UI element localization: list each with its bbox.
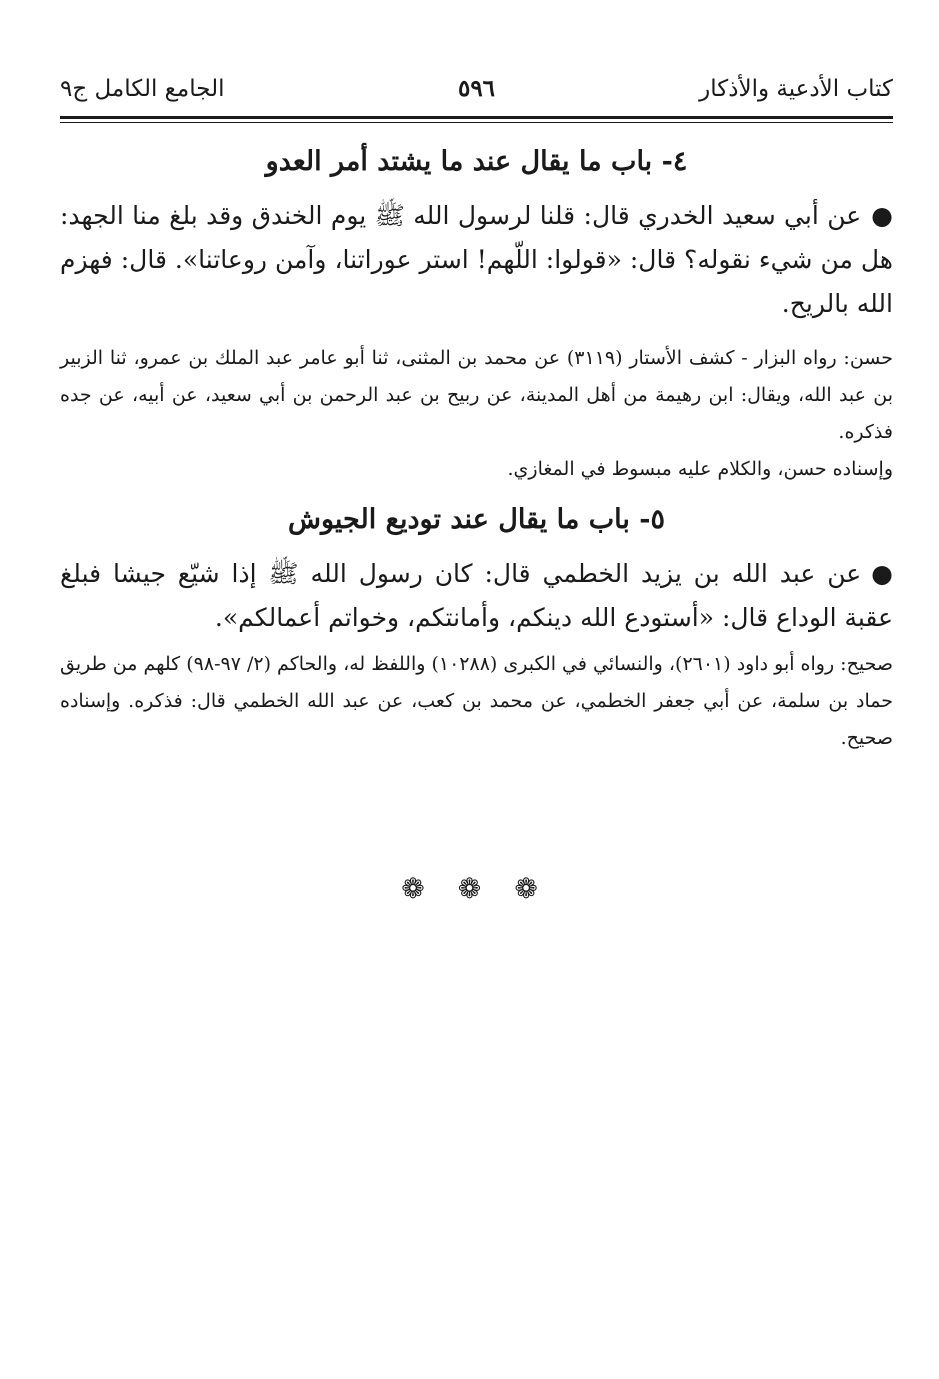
- book-title: كتاب الأدعية والأذكار: [699, 76, 893, 102]
- flower-ornament-icon: ❁: [514, 872, 538, 905]
- chapter-section-5: [60, 494, 893, 757]
- section-end-ornaments: [0, 872, 939, 905]
- header-rule-thin: [60, 122, 893, 123]
- bullet-icon: ●: [871, 201, 893, 230]
- chapter-heading-5: ٥- باب ما يقال عند توديع الجيوش: [288, 504, 665, 535]
- chapter-section-4: [60, 136, 893, 488]
- isnad-note-4: وإسناده حسن، والكلام عليه مبسوط في المغازي.: [507, 458, 893, 480]
- header-rule-thick: [60, 116, 893, 119]
- chapter-heading-4: ٤- باب ما يقال عند ما يشتد أمر العدو: [265, 146, 688, 177]
- page-content: [60, 136, 893, 757]
- bullet-icon: ●: [871, 559, 893, 588]
- volume-title: الجامع الكامل ج٩: [60, 76, 225, 102]
- takhrij-note-5: صحيح: رواه أبو داود (٢٦٠١)، والنسائي في الكبرى (١٠٢٨٨) واللفظ له، والحاكم (٢/ ٩٧-٩٨) كلهم من طريق حماد بن سلمة، عن أبي جعفر الخطمي، عن محمد بن كعب، عن عبد الله الخطمي قال: فذكره. وإسناده صحيح.: [60, 653, 893, 749]
- flower-ornament-icon: ❁: [401, 872, 425, 905]
- takhrij-note-4: حسن: رواه البزار - كشف الأستار (٣١١٩) عن محمد بن المثنى، ثنا أبو عامر عبد الملك بن عمرو، ثنا الزبير بن عبد الله، ويقال: ابن رهيمة من أهل المدينة، عن ربيح بن عبد الرحمن بن أبي سعيد، عن أبيه، عن جده فذكره.: [60, 347, 893, 443]
- hadith-body: عن أبي سعيد الخدري قال: قلنا لرسول الله ﷺ يوم الخندق وقد بلغ منا الجهد: هل من شيء نقوله؟ قال: «قولوا: اللّهم! استر عوراتنا، وآمن روعاتنا». قال: فهزم الله بالريح.: [60, 201, 893, 318]
- page-header: [60, 66, 893, 110]
- page-number: ٥٩٦: [457, 75, 496, 102]
- hadith-text-5: [60, 552, 893, 640]
- hadith-text-4: [60, 194, 893, 326]
- flower-ornament-icon: ❁: [457, 872, 482, 905]
- hadith-body: عن عبد الله بن يزيد الخطمي قال: كان رسول الله ﷺ إذا شيّع جيشا فبلغ عقبة الوداع قال: «أستودع الله دينكم، وأمانتكم، وخواتم أعمالكم».: [60, 559, 893, 632]
